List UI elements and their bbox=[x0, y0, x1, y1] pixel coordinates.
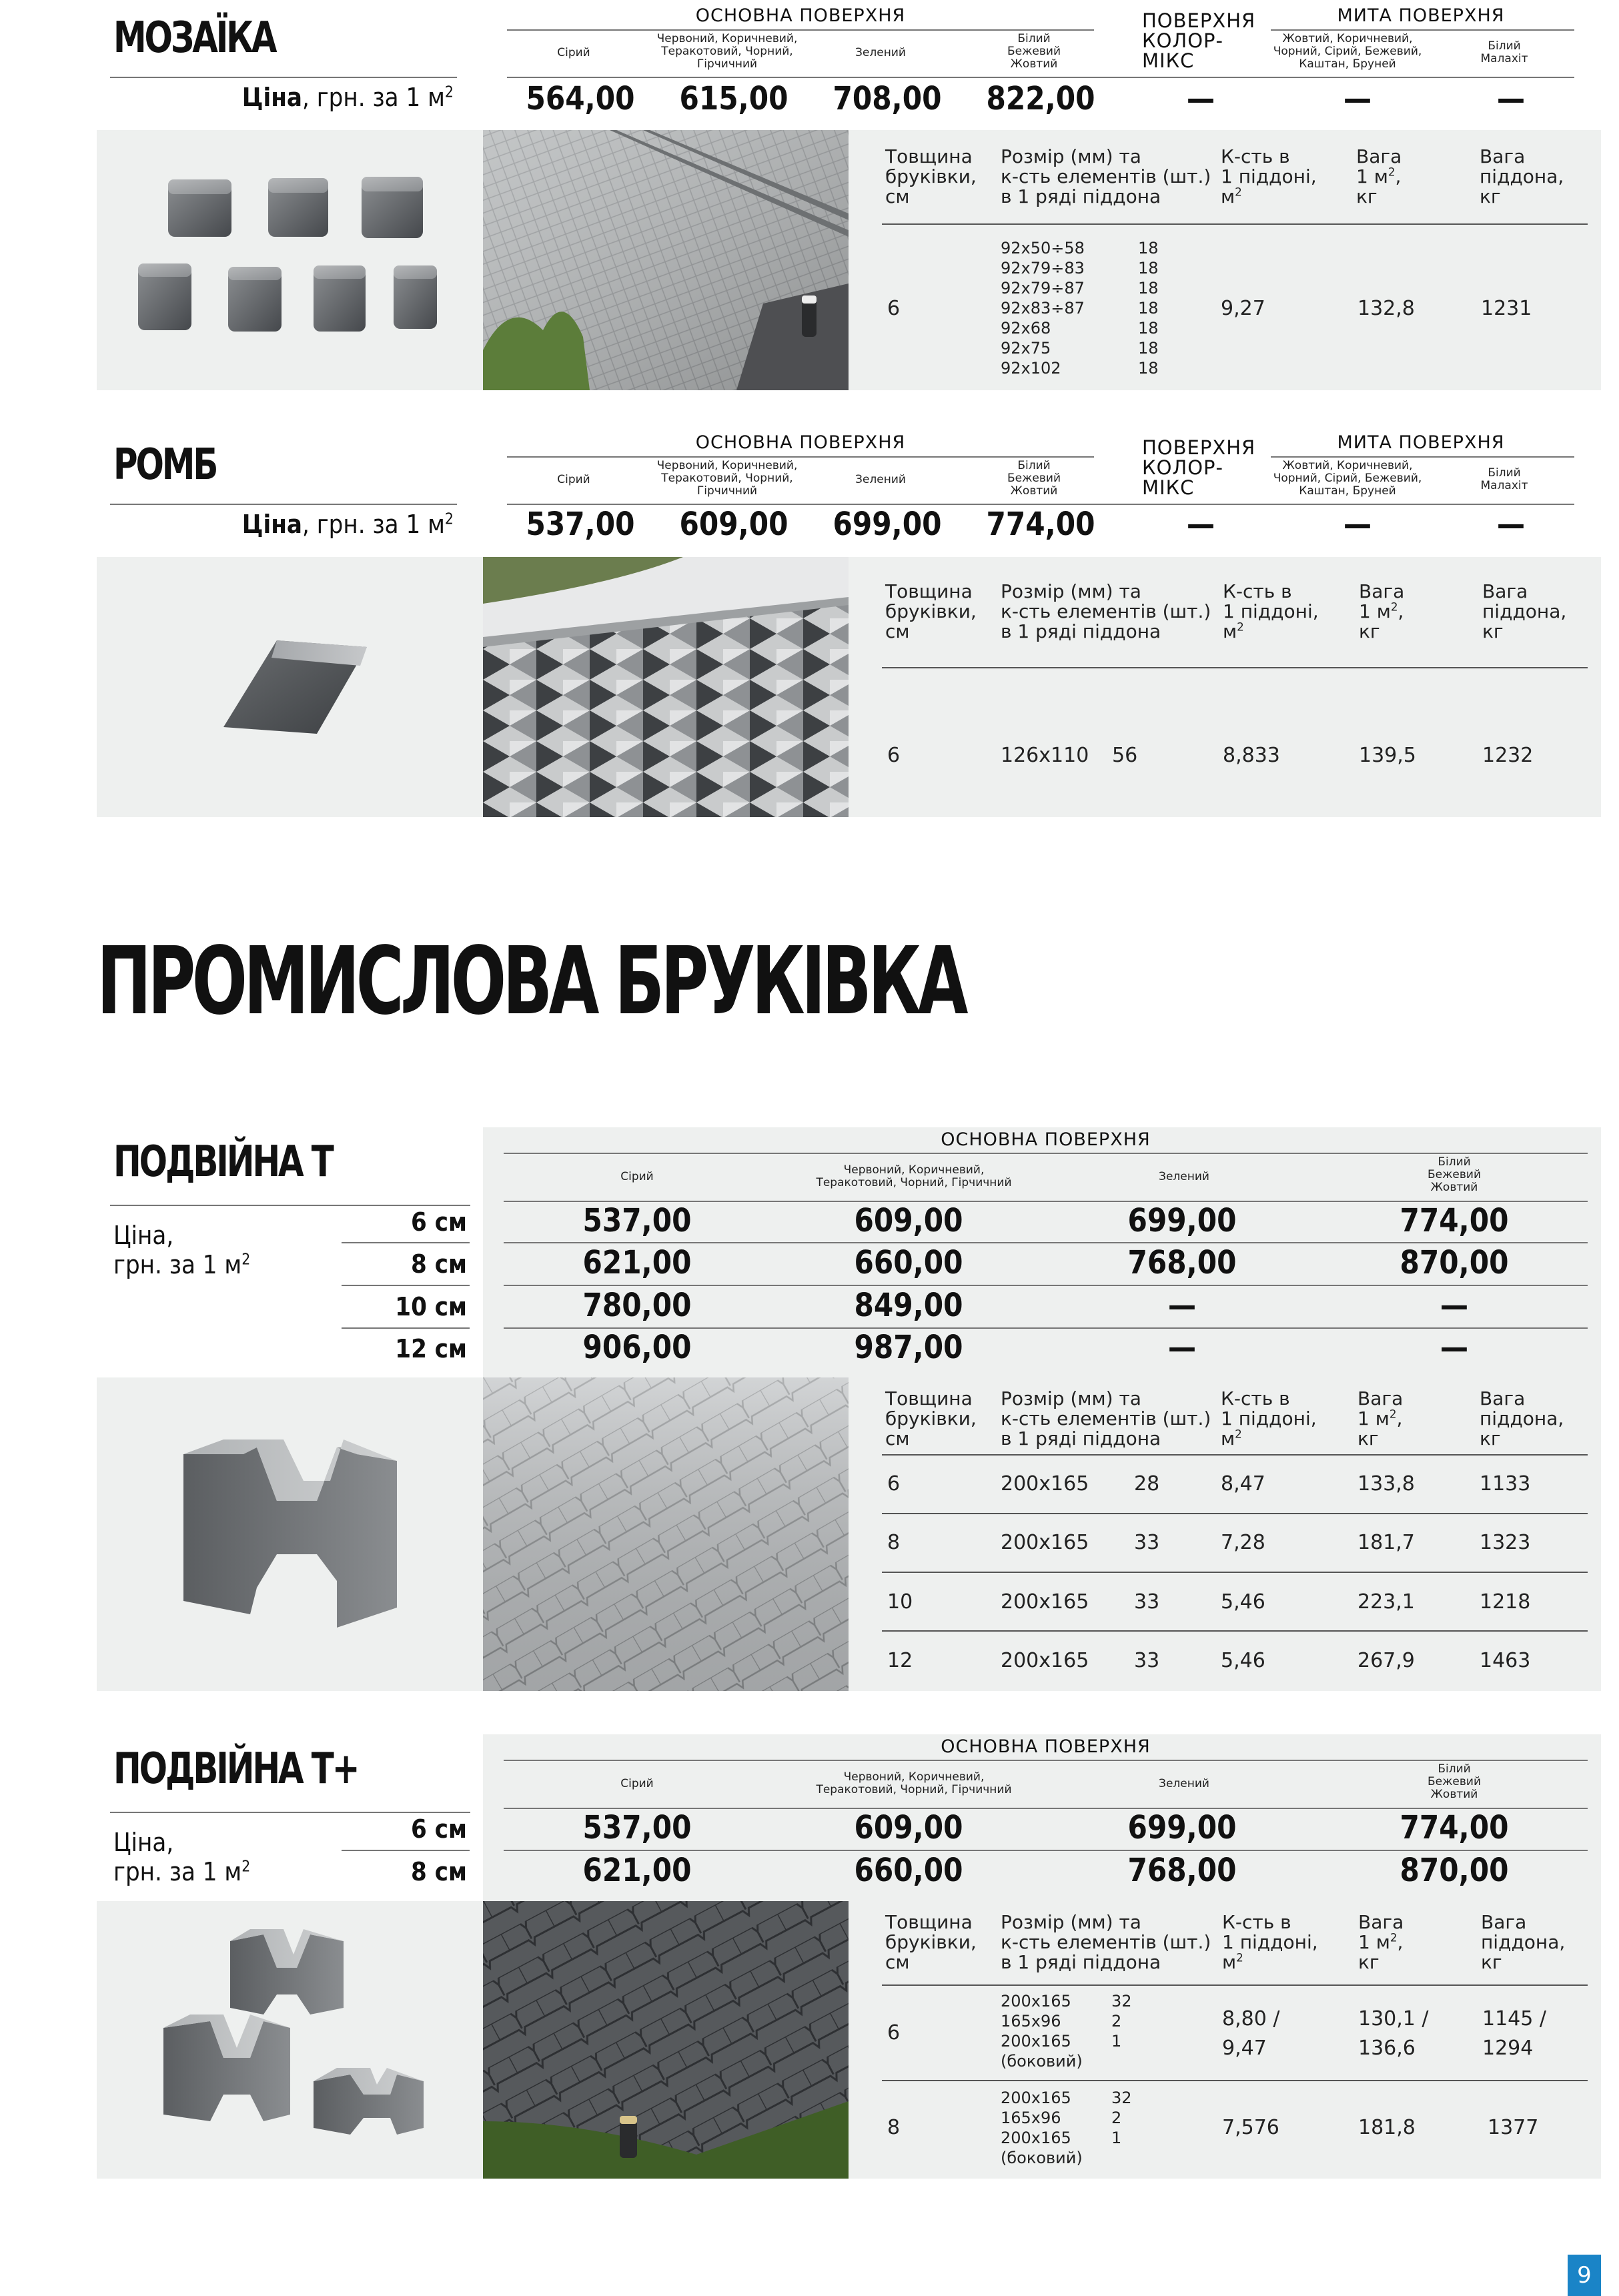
spec-size: 200x165 bbox=[1001, 1649, 1089, 1672]
spec-qty-header: К-сть в 1 піддоні, $м^2$ bbox=[1222, 1911, 1318, 1973]
thickness-label-12: 12 см bbox=[395, 1334, 467, 1363]
spec-qty-header: К-сть в 1 піддоні, $м^2$ bbox=[1221, 1387, 1317, 1450]
divider bbox=[504, 1850, 1588, 1851]
price-red: 615,00 bbox=[679, 80, 788, 117]
divider bbox=[882, 667, 1588, 668]
spec-sizes: 92x50÷58 92x79÷83 92x79÷87 92x83÷87 92x68 92x75 92x102 bbox=[1001, 239, 1085, 378]
col-green: Зелений bbox=[855, 46, 906, 59]
spec-size: 200x165 bbox=[1001, 1531, 1089, 1554]
spec-weight: 181,8 bbox=[1358, 2116, 1416, 2139]
divider bbox=[342, 1242, 470, 1243]
spec-weight-header: Вага 1 $м^2$, кг bbox=[1358, 1911, 1404, 1973]
price-white: 822,00 bbox=[986, 80, 1095, 117]
price-white: 774,00 bbox=[986, 506, 1095, 543]
spec-pallet-weight: 1232 bbox=[1482, 744, 1534, 767]
price-cell: 609,00 bbox=[854, 1809, 963, 1846]
spec-weight: 132,8 bbox=[1358, 297, 1415, 320]
price-washed-a: — bbox=[1343, 506, 1372, 543]
price-cell: 660,00 bbox=[854, 1852, 963, 1889]
col-white: Білий Бежевий Жовтий bbox=[1007, 459, 1061, 498]
spec-qty: 8,833 bbox=[1223, 744, 1280, 767]
divider bbox=[504, 1285, 1588, 1286]
price-colormix: — bbox=[1186, 506, 1215, 543]
main-surface-header: ОСНОВНА ПОВЕРХНЯ bbox=[941, 1736, 1151, 1757]
spec-pallet-weight-header: Вага піддона, кг bbox=[1481, 1911, 1566, 1973]
price-washed-b: — bbox=[1496, 506, 1526, 543]
divider bbox=[882, 1454, 1588, 1456]
double-t-plus-stones-photo bbox=[150, 1914, 430, 2141]
main-surface-header: ОСНОВНА ПОВЕРХНЯ bbox=[941, 1129, 1151, 1150]
thickness-label-6: 6 см bbox=[411, 1207, 467, 1237]
spec-weight: 133,8 bbox=[1358, 1472, 1415, 1496]
spec-thickness-header: Товщина бруківки, см bbox=[885, 145, 977, 207]
thickness-label-8: 8 см bbox=[411, 1857, 467, 1886]
spec-pallet-weight: 1323 bbox=[1480, 1531, 1531, 1554]
spec-thickness: 6 bbox=[887, 297, 901, 320]
spec-thickness: 10 bbox=[887, 1590, 913, 1614]
price-cell: 906,00 bbox=[582, 1329, 692, 1366]
spec-pallet-weight: 1218 bbox=[1480, 1590, 1531, 1614]
spec-size-header: Розмір (мм) та к-сть елементів (шт.) в 1 ряді піддона bbox=[1001, 1387, 1211, 1450]
main-surface-header: ОСНОВНА ПОВЕРХНЯ bbox=[695, 432, 906, 453]
spec-thickness: 8 bbox=[887, 1531, 901, 1554]
spec-qty: 7,576 bbox=[1222, 2116, 1279, 2139]
col-grey: Сірий bbox=[557, 46, 590, 59]
spec-pallet-weight: 1133 bbox=[1480, 1472, 1531, 1496]
page-number: 9 bbox=[1568, 2255, 1601, 2296]
spec-size: 200x165 bbox=[1001, 1472, 1089, 1496]
spec-size-header: Розмір (мм) та к-сть елементів (шт.) в 1 ряді піддона bbox=[1001, 580, 1211, 642]
col-grey: Сірий bbox=[620, 1170, 654, 1183]
divider bbox=[882, 1572, 1588, 1573]
col-white: Білий Бежевий Жовтий bbox=[1427, 1762, 1481, 1801]
color-mix-header: ПОВЕРХНЯ КОЛОР- МІКС bbox=[1142, 9, 1256, 72]
spec-counts: 32 2 1 bbox=[1111, 1992, 1132, 2051]
divider bbox=[1271, 29, 1574, 31]
col-grey: Сірий bbox=[557, 473, 590, 486]
spec-count: 33 bbox=[1134, 1649, 1160, 1672]
spec-qty: 5,46 bbox=[1221, 1649, 1265, 1672]
price-cell: 849,00 bbox=[854, 1287, 963, 1324]
double-t-stone-photo bbox=[177, 1434, 404, 1634]
price-cell: — bbox=[1167, 1287, 1197, 1324]
price-cell: 699,00 bbox=[1127, 1202, 1237, 1239]
divider bbox=[504, 1153, 1588, 1154]
price-red: 609,00 bbox=[679, 506, 788, 543]
spec-weight: 130,1 / 136,6 bbox=[1358, 2007, 1429, 2060]
price-green: 708,00 bbox=[833, 80, 942, 117]
price-cell: 774,00 bbox=[1400, 1809, 1509, 1846]
price-label: Ціна, грн. за 1 $м^2$ bbox=[241, 510, 454, 539]
divider bbox=[507, 504, 1574, 505]
price-green: 699,00 bbox=[833, 506, 942, 543]
product-title-double-t-plus: ПОДВІЙНА Т+ bbox=[113, 1744, 358, 1794]
spec-qty: 7,28 bbox=[1221, 1531, 1265, 1554]
spec-pallet-weight: 1145 / 1294 bbox=[1482, 2007, 1546, 2060]
spec-pallet-weight-header: Вага піддона, кг bbox=[1482, 580, 1567, 642]
divider bbox=[110, 504, 457, 505]
section-title: ПРОМИСЛОВА БРУКІВКА bbox=[97, 927, 965, 1036]
price-cell: 621,00 bbox=[582, 1244, 692, 1281]
romb-pavement-photo bbox=[483, 557, 849, 817]
mosaic-pavement-photo bbox=[483, 130, 849, 390]
divider bbox=[1271, 456, 1574, 458]
price-cell: 768,00 bbox=[1127, 1852, 1237, 1889]
mosaic-stones-photo bbox=[135, 170, 442, 344]
price-cell: 660,00 bbox=[854, 1244, 963, 1281]
spec-qty-header: К-сть в 1 піддоні, $м^2$ bbox=[1221, 145, 1317, 207]
spec-weight: 223,1 bbox=[1358, 1590, 1415, 1614]
col-green: Зелений bbox=[855, 473, 906, 486]
price-grey: 564,00 bbox=[526, 80, 635, 117]
spec-weight: 181,7 bbox=[1358, 1531, 1415, 1554]
col-white: Білий Бежевий Жовтий bbox=[1007, 32, 1061, 71]
price-label: Ціна, грн. за 1 $м^2$ bbox=[113, 1828, 251, 1886]
spec-thickness: 6 bbox=[887, 744, 901, 767]
col-red: Червоний, Коричневий, Теракотовий, Чорний, Гірчичний bbox=[816, 1163, 1012, 1189]
spec-pallet-weight: 1377 bbox=[1488, 2116, 1539, 2139]
spec-count: 28 bbox=[1134, 1472, 1160, 1496]
spec-size-header: Розмір (мм) та к-сть елементів (шт.) в 1 ряді піддона bbox=[1001, 145, 1211, 207]
spec-thickness-header: Товщина бруківки, см bbox=[885, 1387, 977, 1450]
divider bbox=[882, 1630, 1588, 1632]
divider bbox=[507, 77, 1574, 78]
price-grey: 537,00 bbox=[526, 506, 635, 543]
price-cell: 537,00 bbox=[582, 1809, 692, 1846]
spec-qty: 8,80 / 9,47 bbox=[1222, 2007, 1280, 2060]
spec-thickness: 6 bbox=[887, 2021, 901, 2045]
thickness-label-10: 10 см bbox=[395, 1292, 467, 1321]
spec-pallet-weight: 1231 bbox=[1481, 297, 1532, 320]
price-cell: 537,00 bbox=[582, 1202, 692, 1239]
divider bbox=[342, 1285, 470, 1286]
thickness-label-6: 6 см bbox=[411, 1814, 467, 1844]
divider bbox=[507, 456, 1094, 458]
divider bbox=[882, 2080, 1588, 2081]
col-white: Білий Бежевий Жовтий bbox=[1427, 1155, 1481, 1194]
spec-counts: 18 18 18 18 18 18 18 bbox=[1138, 239, 1159, 378]
spec-qty: 8,47 bbox=[1221, 1472, 1265, 1496]
double-t-pavement-photo bbox=[483, 1377, 849, 1691]
spec-thickness-header: Товщина бруківки, см bbox=[885, 1911, 977, 1973]
product-title-mosaic: МОЗАЇКА bbox=[113, 13, 276, 63]
spec-thickness: 8 bbox=[887, 2116, 901, 2139]
divider bbox=[342, 1850, 470, 1851]
spec-qty-header: К-сть в 1 піддоні, $м^2$ bbox=[1223, 580, 1319, 642]
col-red: Червоний, Коричневий, Теракотовий, Чорний, Гірчичний bbox=[656, 459, 798, 498]
price-washed-b: — bbox=[1496, 80, 1526, 117]
spec-sizes: 200x165 165x96 200x165 (боковий) bbox=[1001, 2089, 1083, 2167]
price-washed-a: — bbox=[1343, 80, 1372, 117]
col-green: Зелений bbox=[1159, 1777, 1209, 1790]
col-red: Червоний, Коричневий, Теракотовий, Чорний, Гірчичний bbox=[816, 1770, 1012, 1796]
price-label: Ціна, грн. за 1 $м^2$ bbox=[113, 1221, 251, 1279]
washed-col-b: Білий Малахіт bbox=[1480, 39, 1528, 65]
spec-counts: 32 2 1 bbox=[1111, 2089, 1132, 2147]
price-cell: 987,00 bbox=[854, 1329, 963, 1366]
spec-qty: 5,46 bbox=[1221, 1590, 1265, 1614]
spec-weight: 139,5 bbox=[1359, 744, 1416, 767]
divider bbox=[507, 29, 1094, 31]
thickness-label-8: 8 см bbox=[411, 1249, 467, 1279]
spec-pallet-weight: 1463 bbox=[1480, 1649, 1531, 1672]
spec-thickness-header: Товщина бруківки, см bbox=[885, 580, 977, 642]
divider bbox=[342, 1327, 470, 1329]
washed-header: МИТА ПОВЕРХНЯ bbox=[1337, 432, 1505, 453]
divider bbox=[110, 77, 457, 78]
price-cell: 870,00 bbox=[1400, 1852, 1509, 1889]
spec-weight-header: Вага 1 $м^2$, кг bbox=[1359, 580, 1405, 642]
col-green: Зелений bbox=[1159, 1170, 1209, 1183]
spec-weight: 267,9 bbox=[1358, 1649, 1415, 1672]
divider bbox=[110, 1812, 470, 1813]
double-t-plus-pavement-photo bbox=[483, 1901, 849, 2179]
price-label: Ціна, грн. за 1 $м^2$ bbox=[241, 83, 454, 112]
price-colormix: — bbox=[1186, 80, 1215, 117]
washed-header: МИТА ПОВЕРХНЯ bbox=[1337, 5, 1505, 26]
divider bbox=[110, 1205, 470, 1206]
price-cell: — bbox=[1440, 1287, 1469, 1324]
main-surface-header: ОСНОВНА ПОВЕРХНЯ bbox=[695, 5, 906, 26]
divider bbox=[882, 1984, 1588, 1986]
washed-col-b: Білий Малахіт bbox=[1480, 466, 1528, 492]
spec-pallet-weight-header: Вага піддона, кг bbox=[1480, 1387, 1564, 1450]
spec-size: 126x110 bbox=[1001, 744, 1089, 767]
spec-thickness: 6 bbox=[887, 1472, 901, 1496]
product-title-double-t: ПОДВІЙНА Т bbox=[113, 1137, 332, 1187]
price-cell: 621,00 bbox=[582, 1852, 692, 1889]
product-title-romb: РОМБ bbox=[113, 440, 217, 490]
spec-thickness: 12 bbox=[887, 1649, 913, 1672]
spec-sizes: 200x165 165x96 200x165 (боковий) bbox=[1001, 1992, 1083, 2071]
washed-col-a: Жовтий, Коричневий, Чорний, Сірий, Бежевий, Каштан, Бруней bbox=[1273, 459, 1422, 498]
col-grey: Сірий bbox=[620, 1777, 654, 1790]
price-cell: 774,00 bbox=[1400, 1202, 1509, 1239]
divider bbox=[882, 1513, 1588, 1514]
spec-size-header: Розмір (мм) та к-сть елементів (шт.) в 1 ряді піддона bbox=[1001, 1911, 1211, 1973]
romb-stone-photo bbox=[217, 634, 377, 747]
divider bbox=[504, 1242, 1588, 1243]
spec-count: 33 bbox=[1134, 1590, 1160, 1614]
spec-weight-header: Вага 1 $м^2$, кг bbox=[1358, 1387, 1404, 1450]
spec-count: 33 bbox=[1134, 1531, 1160, 1554]
price-cell: 699,00 bbox=[1127, 1809, 1237, 1846]
spec-weight-header: Вага 1 $м^2$, кг bbox=[1356, 145, 1402, 207]
price-cell: 870,00 bbox=[1400, 1244, 1509, 1281]
price-cell: — bbox=[1440, 1329, 1469, 1366]
divider bbox=[882, 223, 1588, 225]
price-cell: 768,00 bbox=[1127, 1244, 1237, 1281]
col-red: Червоний, Коричневий, Теракотовий, Чорний, Гірчичний bbox=[656, 32, 798, 71]
spec-qty: 9,27 bbox=[1221, 297, 1265, 320]
spec-count: 56 bbox=[1112, 744, 1138, 767]
color-mix-header: ПОВЕРХНЯ КОЛОР- МІКС bbox=[1142, 436, 1256, 499]
washed-col-a: Жовтий, Коричневий, Чорний, Сірий, Бежевий, Каштан, Бруней bbox=[1273, 32, 1422, 71]
divider bbox=[504, 1760, 1588, 1761]
price-cell: 780,00 bbox=[582, 1287, 692, 1324]
price-cell: 609,00 bbox=[854, 1202, 963, 1239]
spec-pallet-weight-header: Вага піддона, кг bbox=[1480, 145, 1564, 207]
price-cell: — bbox=[1167, 1329, 1197, 1366]
spec-size: 200x165 bbox=[1001, 1590, 1089, 1614]
